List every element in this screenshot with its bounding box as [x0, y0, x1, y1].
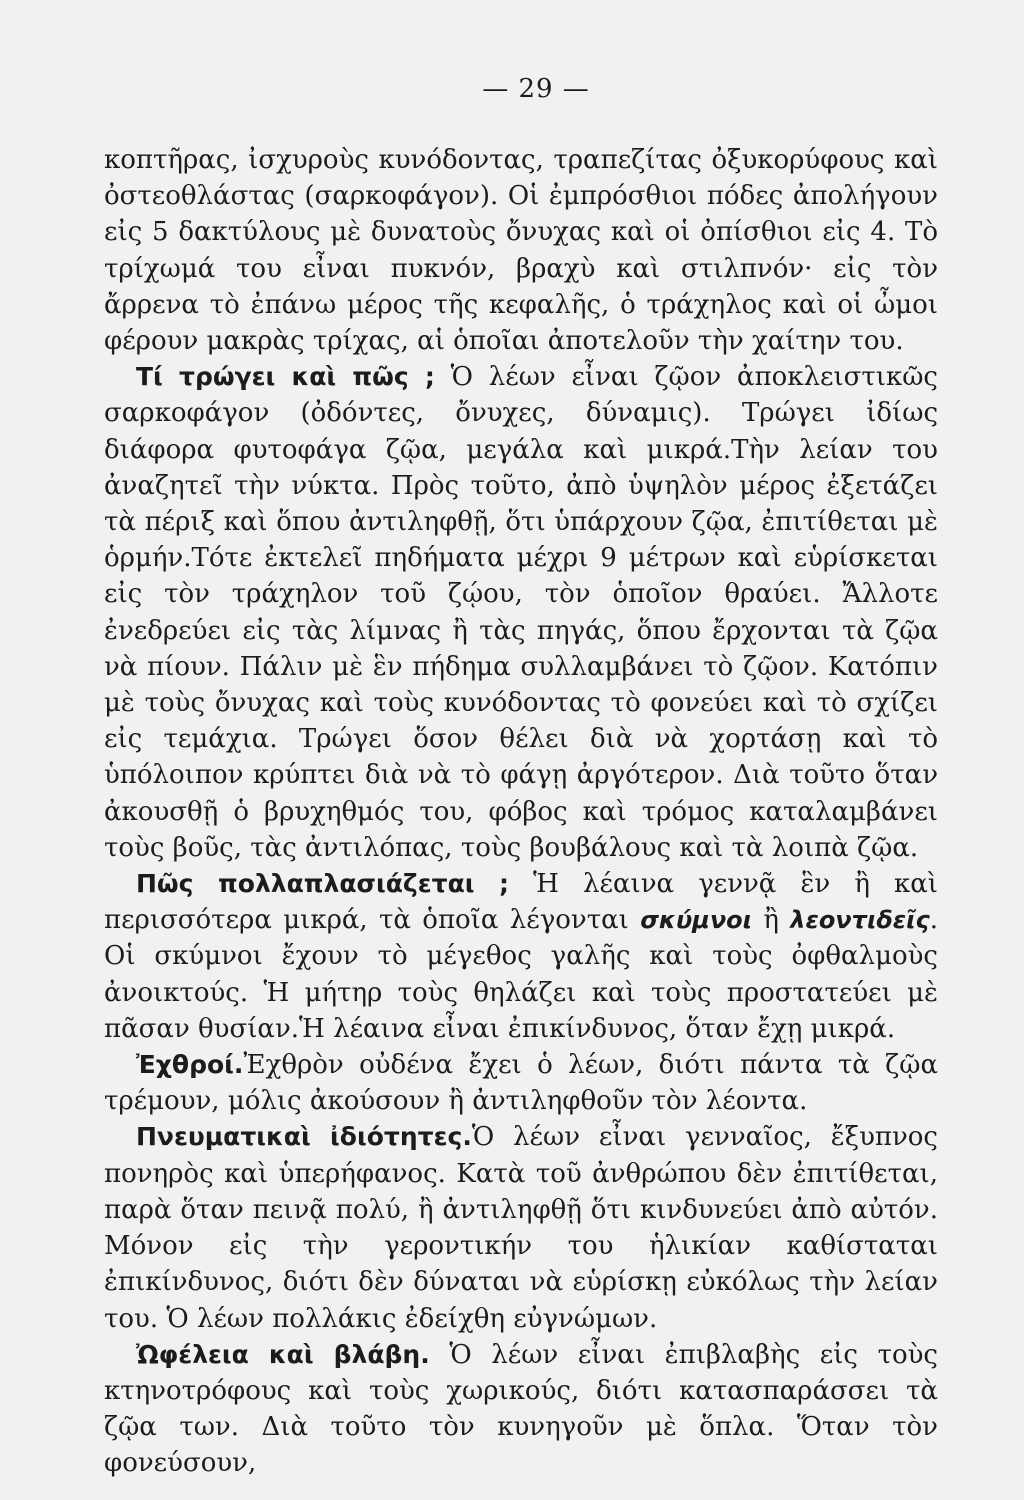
- paragraph-text: ἢ: [752, 905, 791, 936]
- paragraph-text: Ἐχθρὸν οὐδένα ἔχει ὁ λέων, διότι πάντα τὰ ζῷα τρέμουν, μόλις ἀκούσουν ἢ ἀντιληφθοῦν τὸν λέοντα.: [104, 1050, 938, 1117]
- term-skymnoi: σκύμνοι: [640, 906, 752, 935]
- section-heading-benefit-harm: Ὠφέλεια καὶ βλάβη.: [136, 1339, 430, 1369]
- paragraph-text: Ὁ λέων εἶναι γενναῖος, ἔξυπνος πονηρὸς καὶ ὑπερήφανος. Κατὰ τοῦ ἀνθρώπου δὲν ἐπιτίθεται, παρὰ ὅταν πεινᾷ πολύ, ἢ ἀντιληφθῇ ὅτι κινδυνεύει ἀπὸ αὐτόν. Μόνον εἰς τὴν γεροντικήν του ἡλικίαν καθίσταται ἐπικίνδυνος, διότι δὲν δύναται νὰ εὑρίσκῃ εὐκόλως τὴν λείαν του. Ὁ λέων πολλάκις ἐδείχθη εὐγνώμων.: [104, 1122, 938, 1334]
- paragraph-text: . Οἱ σκύμνοι ἔχουν τὸ μέγεθος γαλῆς καὶ τοὺς ὀφθαλμοὺς ἀνοικτούς. Ἡ μήτηρ τοὺς θηλάζει καὶ τοὺς προστατεύει μὲ πᾶσαν θυσίαν.Ἡ λέαινα εἶναι ἐπικίνδυνος, ὅταν ἔχῃ μικρά.: [104, 905, 939, 1044]
- section-heading-enemies: Ἐχθροί.: [136, 1050, 244, 1080]
- section-heading-mental-traits: Πνευματικαὶ ἰδιότητες.: [136, 1122, 472, 1152]
- paragraph-text: Ὁ λέων εἶναι ζῷον ἀποκλειστικῶς σαρκοφάγον (ὀδόντες, ὄνυχες, δύναμις). Τρώγει ἰδίως διάφορα φυτοφάγα ζῷα, μεγάλα καὶ μικρά.Τὴν λείαν του ἀναζητεῖ τὴν νύκτα. Πρὸς τοῦτο, ἀπὸ ὑψηλὸν μέρος ἐξετάζει τὰ πέριξ καὶ ὅπου ἀντιληφθῇ, ὅτι ὑπάρχουν ζῷα, ἐπιτίθεται μὲ ὁρμήν.Τότε ἐκτελεῖ πηδήματα μέχρι 9 μέτρων καὶ εὑρίσκεται εἰς τὸν τράχηλον τοῦ ζῴου, τὸν ὁποῖον θραύει. Ἄλλοτε ἐνεδρεύει εἰς τὰς λίμνας ἢ τὰς πηγάς, ὅπου ἔρχονται τὰ ζῷα νὰ πίουν. Πάλιν μὲ ἓν πήδημα συλλαμβάνει τὸ ζῷον. Κατόπιν μὲ τοὺς ὄνυχας καὶ τοὺς κυνόδοντας τὸ φονεύει καὶ τὸ σχίζει εἰς τεμάχια. Τρώγει ὅσον θέλει διὰ νὰ χορτάσῃ καὶ τὸ ὑπόλοιπον κρύπτει διὰ νὰ τὸ φάγῃ ἀργότερον. Διὰ τοῦτο ὅταν ἀκουσθῇ ὁ βρυχηθμός του, φόβος καὶ τρόμος καταλαμβάνει τοὺς βοῦς, τὰς ἀντιλόπας, τοὺς βουβάλους καὶ τὰ λοιπὰ ζῷα.: [104, 362, 938, 863]
- term-leontideis: λεοντιδεῖς: [790, 906, 930, 935]
- paragraph-mental-traits: [104, 1119, 938, 1336]
- body-text: [104, 142, 938, 1482]
- paragraph-feeding: [104, 359, 938, 866]
- paragraph-continuation: [104, 142, 938, 359]
- paragraph-benefit-harm: [104, 1337, 938, 1482]
- paragraph-enemies: [104, 1047, 938, 1119]
- page-number: — 29 —: [482, 74, 590, 104]
- section-heading-reproduction: Πῶς πολλαπλασιάζεται ;: [136, 869, 510, 899]
- section-heading-feeding: Τί τρώγει καὶ πῶς ;: [136, 362, 435, 392]
- paragraph-reproduction: [104, 866, 938, 1047]
- paragraph-text: Ἡ λέαινα γεννᾷ ἓν ἢ καὶ περισσότερα μικρά, τὰ ὁποῖα λέγονται: [104, 869, 938, 936]
- paragraph-text: Ὁ λέων εἶναι ἐπιβλαβὴς εἰς τοὺς κτηνοτρόφους καὶ τοὺς χωρικούς, διότι κατασπαράσσει τὰ ζῷα των. Διὰ τοῦτο τὸν κυνηγοῦν μὲ ὅπλα. Ὅταν τὸν φονεύσουν,: [104, 1339, 938, 1479]
- paragraph-text: κοπτῆρας, ἰσχυροὺς κυνόδοντας, τραπεζίτας ὀξυκορύφους καὶ ὀστεοθλάστας (σαρκοφάγον). Οἱ ἐμπρόσθιοι πόδες ἀπολήγουν εἰς 5 δακτύλους μὲ δυνατοὺς ὄνυχας καὶ οἱ ὀπίσθιοι εἰς 4. Τὸ τρίχωμά του εἶναι πυκνόν, βραχὺ καὶ στιλπνόν· εἰς τὸν ἄρρενα τὸ ἐπάνω μέρος τῆς κεφαλῆς, ὁ τράχηλος καὶ οἱ ὦμοι φέρουν μακρὰς τρίχας, αἱ ὁποῖαι ἀποτελοῦν τὴν χαίτην του.: [104, 145, 938, 357]
